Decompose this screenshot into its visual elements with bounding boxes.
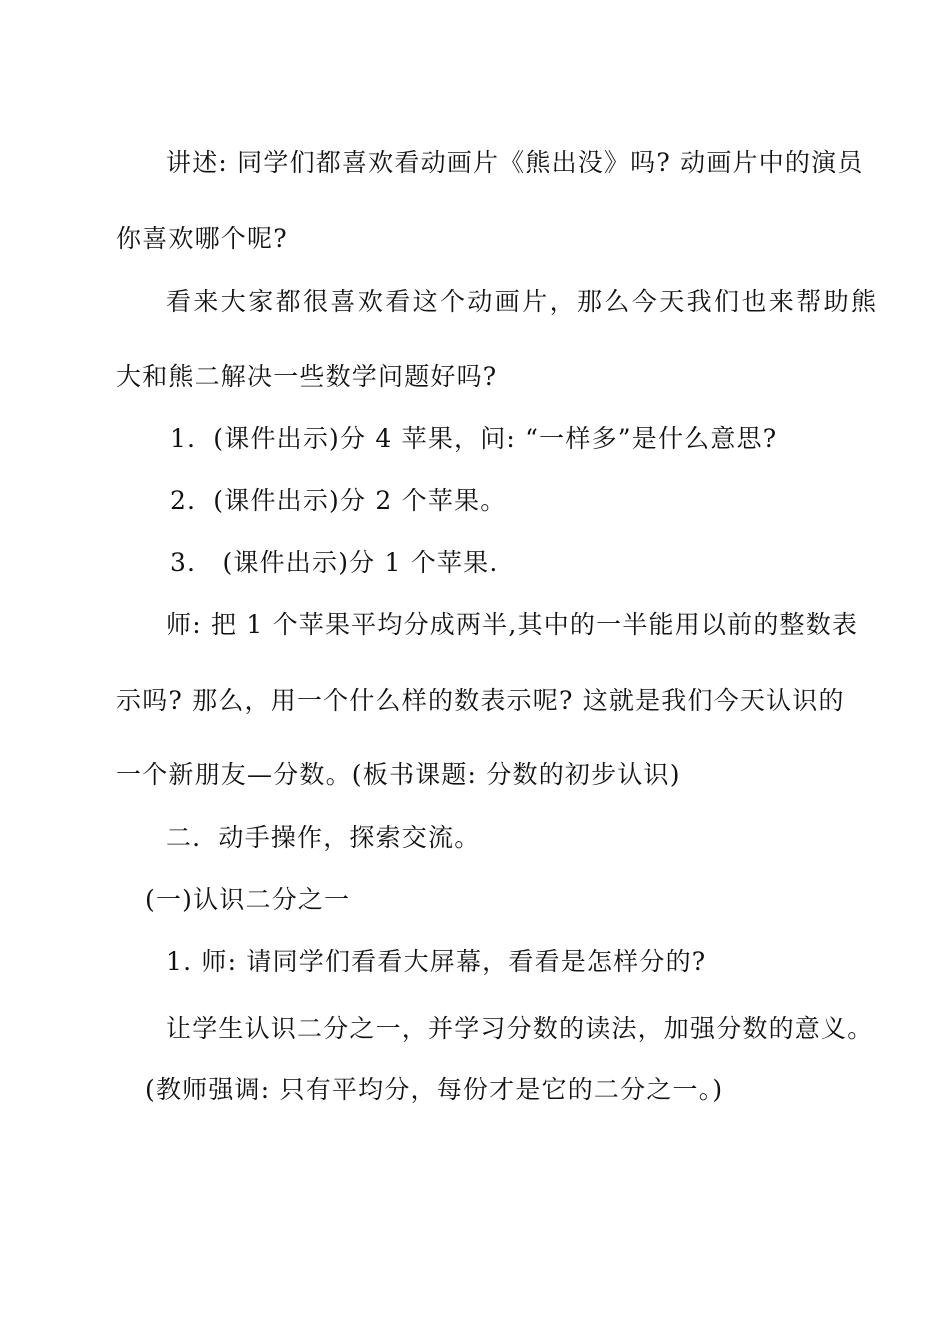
subsection-heading-1: (一)认识二分之一 bbox=[145, 885, 351, 914]
list-item-3: 3． (课件出示)分 1 个苹果. bbox=[170, 548, 499, 577]
step-1-question: 1. 师: 请同学们看看大屏幕，看看是怎样分的? bbox=[166, 947, 707, 976]
list-item-1: 1．(课件出示)分 4 苹果，问: “一样多”是什么意思? bbox=[170, 424, 778, 453]
paragraph-help-line-1: 看来大家都很喜欢看这个动画片，那么今天我们也来帮助熊 bbox=[166, 287, 879, 316]
teacher-emphasis-note: (教师强调: 只有平均分，每份才是它的二分之一。) bbox=[145, 1075, 724, 1104]
paragraph-intro-line-2: 你喜欢哪个呢? bbox=[116, 224, 288, 253]
paragraph-help-line-2: 大和熊二解决一些数学问题好吗? bbox=[116, 362, 498, 391]
paragraph-teacher-line-2: 示吗? 那么，用一个什么样的数表示呢? 这就是我们今天认识的 bbox=[116, 686, 845, 715]
list-item-2: 2．(课件出示)分 2 个苹果。 bbox=[170, 486, 507, 515]
paragraph-intro-line-1: 讲述: 同学们都喜欢看动画片《熊出没》吗? 动画片中的演员 bbox=[166, 148, 864, 177]
paragraph-student-goal: 让学生认识二分之一，并学习分数的读法，加强分数的意义。 bbox=[166, 1014, 874, 1043]
section-heading-2: 二．动手操作，探索交流。 bbox=[166, 823, 481, 852]
paragraph-teacher-line-3: 一个新朋友—分数。(板书课题: 分数的初步认识) bbox=[116, 760, 681, 789]
paragraph-teacher-line-1: 师: 把 1 个苹果平均分成两半,其中的一半能用以前的整数表 bbox=[166, 610, 859, 639]
